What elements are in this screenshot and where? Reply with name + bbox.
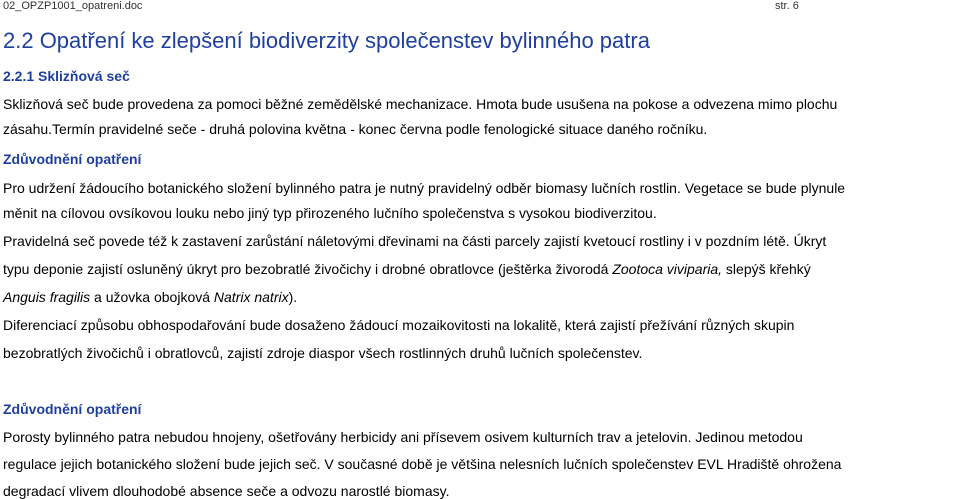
- paragraph-line: [3, 261, 811, 277]
- document-filename: 02_OPZP1001_opatreni.doc: [3, 0, 143, 12]
- paragraph-line: bezobratlých živočichů i obratlovců, zajistí zdroje diaspor všech rostlinných druhů lučních společenstev.: [3, 345, 643, 361]
- subsection-heading: 2.2.1 Sklizňová seč: [3, 68, 130, 84]
- paragraph-line: degradací vlivem dlouhodobé absence seče a odvozu narostlé biomasy.: [3, 483, 450, 499]
- rationale-heading-1: Zdůvodnění opatření: [3, 151, 142, 167]
- paragraph-line: Pravidelná seč povede též k zastavení zarůstání náletovými dřevinami na části parcely zajistí kvetoucí rostliny i v pozdním létě. Úkryt: [3, 233, 827, 249]
- text-span: typu deponie zajistí osluněný úkryt pro bezobratlé živočichy i drobné obratlovce (ještěrka živorodá: [3, 261, 613, 277]
- intro-line-2: zásahu.Termín pravidelné seče - druhá polovina května - konec června podle fenologické situace daného ročníku.: [3, 121, 708, 137]
- intro-line-1: Sklizňová seč bude provedena za pomoci běžné zemědělské mechanizace. Hmota bude usušena na pokose a odvezena mimo plochu: [3, 96, 838, 112]
- text-span: ).: [288, 289, 298, 305]
- rationale-heading-2: Zdůvodnění opatření: [3, 401, 142, 417]
- paragraph-line: regulace jejich botanického složení bude jejich seč. V současné době je většina nelesních lučních společenstev EVL Hradiště ohrožena: [3, 456, 842, 472]
- paragraph-line: Porosty bylinného patra nebudou hnojeny, ošetřovány herbicidy ani přísevem osivem kulturních trav a jetelovin. Jedinou metodou: [3, 429, 803, 445]
- page-number: str. 6: [775, 0, 799, 12]
- species-name: Zootoca viviparia,: [612, 261, 723, 277]
- paragraph-line: Pro udržení žádoucího botanického složení bylinného patra je nutný pravidelný odběr biomasy lučních rostlin. Vegetace se bude plynule: [3, 180, 846, 196]
- text-span: slepýš křehký: [722, 261, 811, 277]
- species-name: Natrix natrix: [213, 289, 289, 305]
- species-name: Anguis fragilis: [3, 289, 91, 305]
- paragraph-line: měnit na cílovou ovsíkovou louku nebo jiný typ přirozeného lučního společenstva s vysokou biodiverzitou.: [3, 205, 657, 221]
- paragraph-line: Diferenciací způsobu obhospodařování bude dosaženo žádoucí mozaikovitosti na lokalitě, která zajistí přežívání různých skupin: [3, 317, 795, 333]
- paragraph-line: [3, 289, 297, 305]
- section-heading: 2.2 Opatření ke zlepšení biodiverzity společenstev bylinného patra: [3, 28, 650, 53]
- text-span: a užovka obojková: [90, 289, 214, 305]
